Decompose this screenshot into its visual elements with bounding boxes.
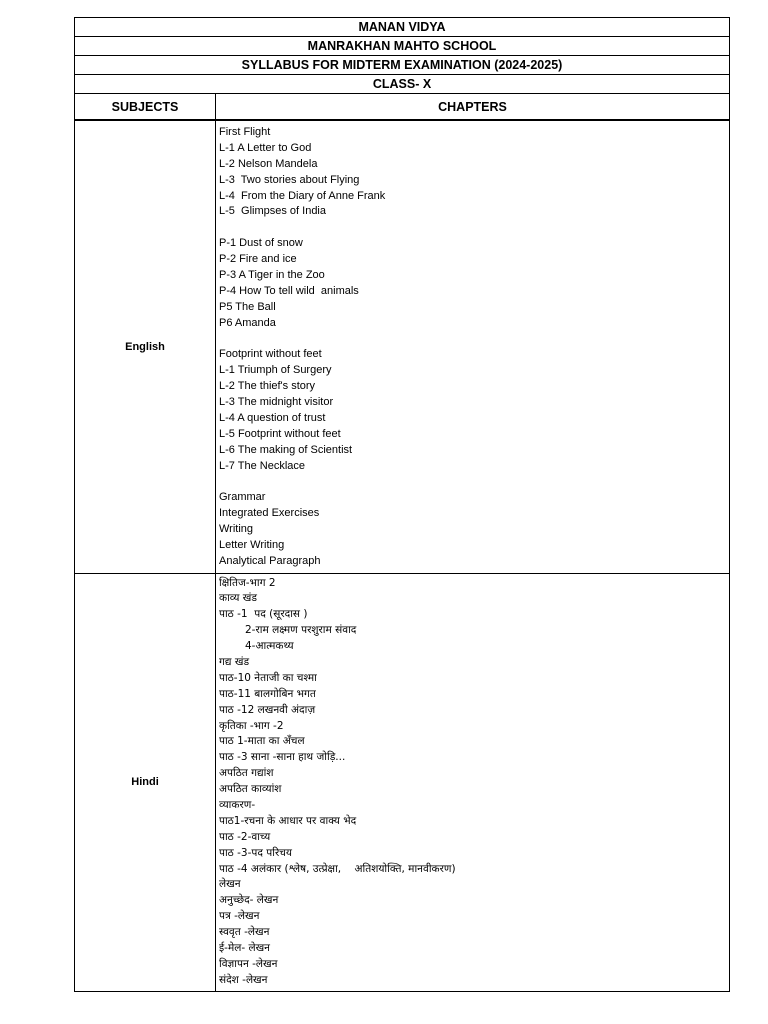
chapter-item: L-2 Nelson Mandela <box>219 157 318 170</box>
chapter-item: पाठ -3-पद परिचय <box>219 846 292 859</box>
chapter-item: गद्य खंड <box>219 655 250 668</box>
table-row-english <box>75 120 730 573</box>
chapter-item: P6 Amanda <box>219 316 276 329</box>
subjects-header: SUBJECTS <box>75 94 216 121</box>
chapter-item: संदेश -लेखन <box>219 973 268 986</box>
chapter-item: Integrated Exercises <box>219 507 320 520</box>
chapter-item: स्ववृत -लेखन <box>219 926 270 939</box>
chapter-item: अपठित काव्यांश <box>219 783 282 796</box>
chapter-item: P5 The Ball <box>219 300 276 313</box>
spacer <box>219 332 729 348</box>
chapter-item: First Flight <box>219 126 271 138</box>
class-label: CLASS- X <box>74 74 730 93</box>
syllabus-sheet <box>74 17 730 992</box>
chapters-english <box>216 120 730 573</box>
chapter-item: L-3 The midnight visitor <box>219 396 334 409</box>
chapter-item: P-4 How To tell wild animals <box>219 284 359 297</box>
chapter-item: अनुच्छेद- लेखन <box>219 894 279 907</box>
chapter-item: Writing <box>219 523 254 536</box>
school-name: MANAN VIDYA <box>74 17 730 36</box>
chapter-item: L-5 Glimpses of India <box>219 205 326 218</box>
chapter-item: Letter Writing <box>219 539 285 552</box>
chapter-item: Footprint without feet <box>219 348 322 361</box>
chapter-item: ई-मेल- लेखन <box>219 941 271 954</box>
subject-hindi: Hindi <box>75 573 216 991</box>
hindi-chapter-list <box>219 576 729 989</box>
syllabus-title: SYLLABUS FOR MIDTERM EXAMINATION (2024-2025) <box>74 55 730 74</box>
chapter-item: Analytical Paragraph <box>219 555 321 568</box>
chapter-item: काव्य खंड <box>219 592 258 605</box>
spacer <box>219 220 729 236</box>
chapter-item: लेखन <box>219 878 241 891</box>
chapter-item: व्याकरण- <box>219 798 256 811</box>
chapter-item: L-2 The thief's story <box>219 380 316 393</box>
chapter-item: क्षितिज-भाग 2 <box>219 576 276 589</box>
chapter-item: L-3 Two stories about Flying <box>219 173 360 186</box>
chapter-item: P-2 Fire and ice <box>219 253 297 266</box>
chapters-hindi <box>216 573 730 991</box>
table-header-row <box>75 94 730 121</box>
school-full-name: MANRAKHAN MAHTO SCHOOL <box>74 36 730 55</box>
subject-english: English <box>75 120 216 573</box>
chapter-item: पाठ-10 नेताजी का चश्मा <box>219 671 317 684</box>
chapter-item: 2-राम लक्ष्मण परशुराम संवाद <box>245 624 357 637</box>
chapter-item: 4-आत्मकथ्य <box>245 640 294 653</box>
chapter-item: P-3 A Tiger in the Zoo <box>219 269 325 282</box>
spacer <box>219 475 729 491</box>
chapter-item: पाठ 1-माता का अँचल <box>219 735 305 748</box>
syllabus-table <box>74 93 730 992</box>
chapter-item: पाठ -2-वाच्य <box>219 830 271 843</box>
chapter-item: कृतिका -भाग -2 <box>219 719 284 732</box>
chapter-item: L-1 A Letter to God <box>219 141 312 154</box>
chapter-item: पाठ -4 अलंकार (श्लेष, उत्प्रेक्षा, अतिशयोक्ति, मानवीकरण) <box>219 862 456 875</box>
chapter-item: P-1 Dust of snow <box>219 237 303 250</box>
table-row-hindi <box>75 573 730 991</box>
chapter-item: पाठ-11 बालगोबिन भगत <box>219 687 316 700</box>
english-chapter-list <box>219 125 729 570</box>
chapter-item: L-1 Triumph of Surgery <box>219 364 332 377</box>
chapter-item: पाठ -12 लखनवी अंदाज़ <box>219 703 316 716</box>
chapter-item: विज्ञापन -लेखन <box>219 957 278 970</box>
chapter-item: पाठ -1 पद (सूरदास ) <box>219 608 308 621</box>
chapter-item: पत्र -लेखन <box>219 910 260 923</box>
chapter-item: L-4 A question of trust <box>219 412 326 425</box>
chapter-item: L-6 The making of Scientist <box>219 443 353 456</box>
chapter-item: L-4 From the Diary of Anne Frank <box>219 189 386 202</box>
chapters-header: CHAPTERS <box>216 94 730 121</box>
chapter-item: अपठित गद्यांश <box>219 767 274 780</box>
chapter-item: L-7 The Necklace <box>219 459 306 472</box>
chapter-item: L-5 Footprint without feet <box>219 427 341 440</box>
chapter-item: Grammar <box>219 491 266 504</box>
chapter-item: पाठ -3 साना -साना हाथ जोड़ि... <box>219 751 346 764</box>
chapter-item: पाठ1-रचना के आधार पर वाक्य भेद <box>219 814 357 827</box>
